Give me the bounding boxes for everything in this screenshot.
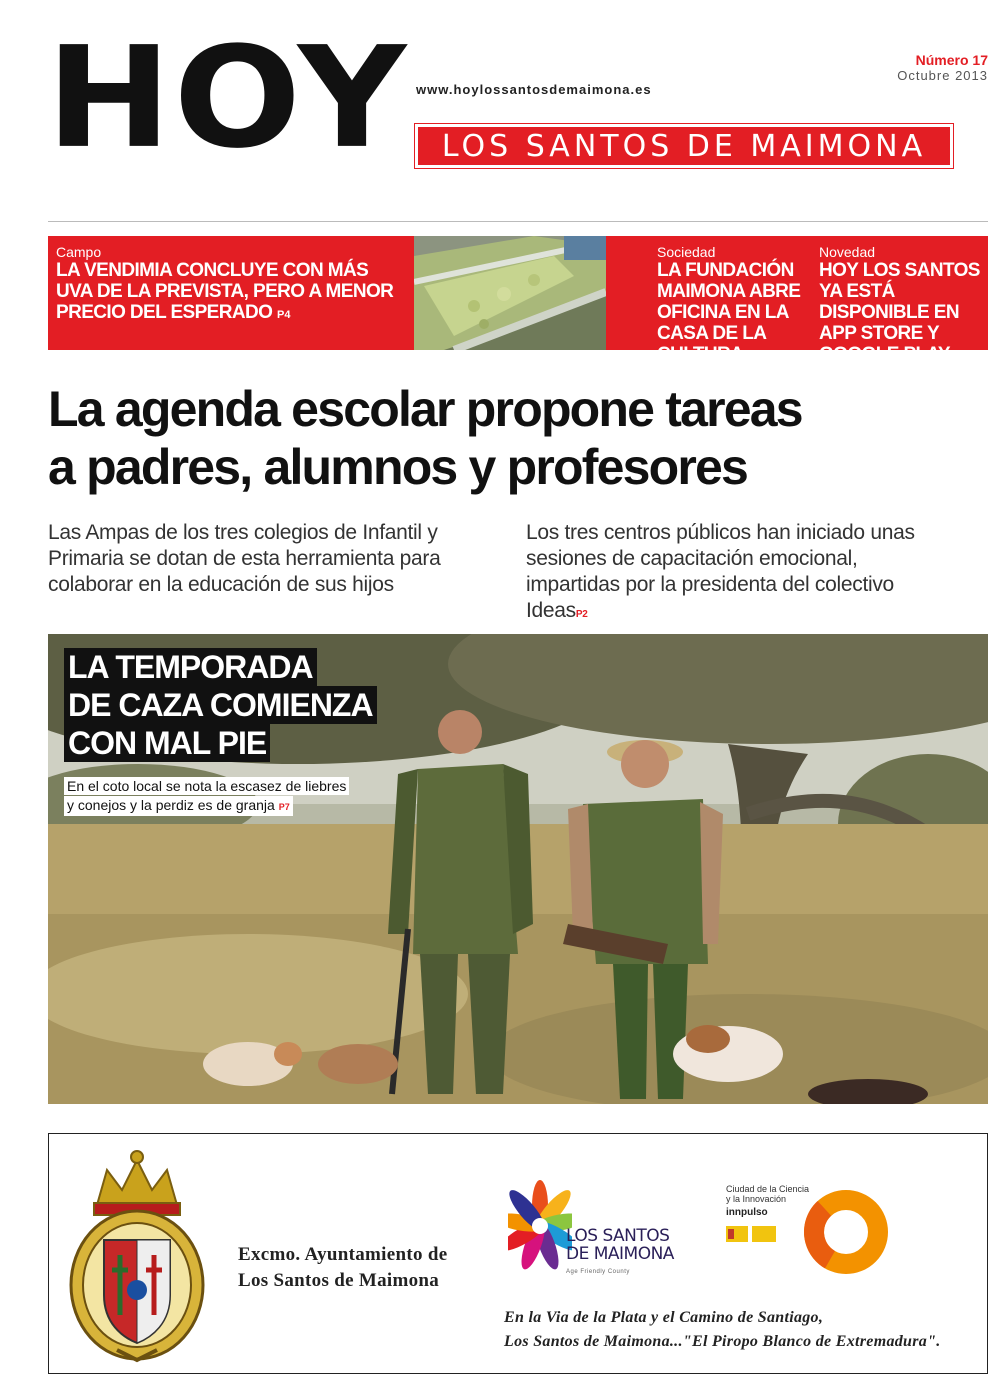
age-friendly-tagline: Age Friendly County [566, 1269, 630, 1275]
feature-headline[interactable] [64, 648, 377, 762]
innpulso-ring-icon [800, 1186, 892, 1283]
teaser-sociedad[interactable] [657, 244, 815, 368]
teaser-section: Campo [56, 244, 102, 260]
feature-subhead-line: y conejos y la perdiz es de granja P7 [64, 796, 293, 816]
innpulso-label: Ciudad de la Ciencia y la Innovación [726, 1184, 810, 1204]
age-friendly-brand-name: LOS SANTOS DE MAIMONA [566, 1226, 674, 1264]
hoy-logo[interactable]: HOY [46, 17, 409, 180]
coat-of-arms [62, 1145, 212, 1370]
teaser-page-ref: P13 [954, 351, 974, 363]
advert-slogan: En la Via de la Plata y el Camino de Santiago, Los Santos de Maimona..."El Piropo Blanco de Extremadura". [504, 1309, 941, 1350]
teaser-group-right [606, 236, 988, 365]
feature-headline-line: DE CAZA COMIENZA [64, 686, 377, 724]
teaser-headline: LA VENDIMIA CONCLUYE CON MÁS UVA DE LA PREVISTA, PERO A MENOR PRECIO DEL ESPERADO P4 [56, 260, 394, 323]
teaser-headline: HOY LOS SANTOS YA ESTÁ DISPONIBLE EN APP STORE Y GOOGLE PLAY P13 [819, 260, 980, 365]
issue-date: Octubre 2013 [897, 68, 988, 83]
teaser-novedad[interactable] [819, 244, 985, 368]
website-url[interactable]: www.hoylossantosdemaimona.es [416, 82, 652, 97]
innpulso-name: innpulso [726, 1207, 768, 1218]
lead-dek-right: Los tres centros públicos han iniciado unas sesiones de capacitación emocional, impartidas por la presidenta del colectivo IdeasP2 [526, 521, 915, 622]
issue-number: Número 17 [915, 52, 988, 68]
age-friendly-flower-logo [508, 1168, 572, 1283]
grape-harvest-photo [414, 236, 606, 350]
teaser-headline: LA FUNDACIÓN MAIMONA ABRE OFICINA EN LA CASA DE LA CULTURA P5 [657, 260, 801, 365]
header-divider [48, 221, 988, 222]
teaser-section: Sociedad [657, 244, 716, 260]
teaser-page-ref: P4 [276, 309, 291, 321]
feature-subhead [64, 777, 349, 816]
teaser-campo[interactable] [48, 236, 414, 350]
feature-subhead-line: En el coto local se nota la escasez de liebres [64, 777, 349, 795]
teaser-section: Novedad [819, 244, 876, 260]
lead-dek-left: Las Ampas de los tres colegios de Infantil y Primaria se dotan de esta herramienta para colaborar en la educación de sus hijos [48, 521, 441, 596]
town-hall-name: Excmo. Ayuntamiento de Los Santos de Maimona [238, 1244, 448, 1291]
dek-page-ref: P2 [575, 609, 588, 620]
lead-headline[interactable]: La agenda escolar propone tareas a padres, alumnos y profesores [48, 381, 802, 495]
issue-info [897, 52, 988, 83]
edition-name: LOS SANTOS DE MAIMONA [441, 128, 927, 164]
teaser-page-ref: P5 [747, 351, 761, 363]
feature-headline-line: LA TEMPORADA [64, 648, 317, 686]
feature-headline-line: CON MAL PIE [64, 724, 270, 762]
edition-banner [415, 124, 953, 168]
spain-government-logo [726, 1226, 776, 1247]
feature-page-ref: P7 [278, 802, 290, 812]
